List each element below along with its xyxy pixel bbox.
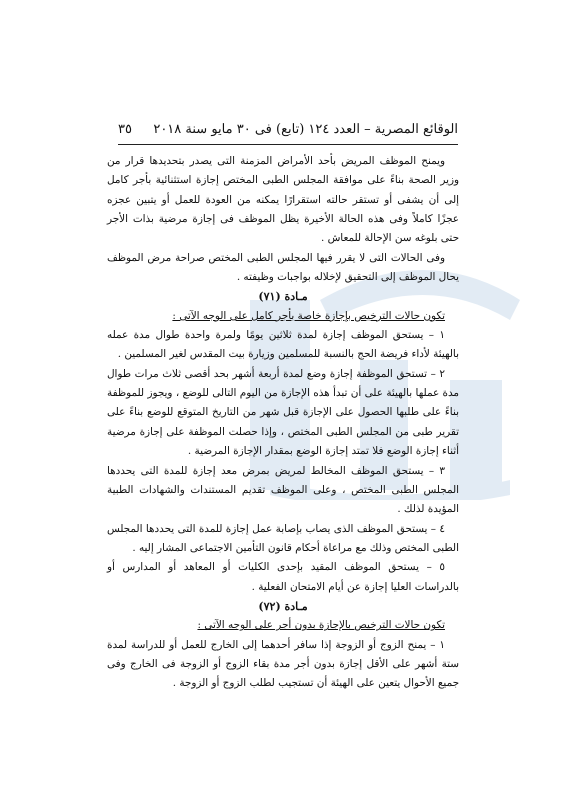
page-number: ٣٥ bbox=[118, 122, 132, 137]
paragraph: وفى الحالات التى لا يقرر فيها المجلس الطبى المختص صراحة مرض الموظف يحال الموظف إلى التحقيق لإخلاله بواجبات وظيفته . bbox=[107, 251, 459, 284]
article-71-item: ٤ – يستحق الموظف الذى يصاب بإصابة عمل إجازة للمدة التى يحددها المجلس الطبى المختص وذلك مع مراعاة أحكام قانون التأمين الاجتماعى المشار إليه . bbox=[107, 522, 459, 554]
article-71-item: ٥ – يستحق الموظف المقيد بإحدى الكليات أو المعاهد أو المدارس أو بالدراسات العليا إجازة عن أيام الامتحان الفعلية . bbox=[107, 561, 459, 593]
article-72-heading: مـادة (٧٢) bbox=[258, 599, 308, 613]
article-71-intro: تكون حالات الترخيص بإجازة خاصة بأجر كامل على الوجه الآتى : bbox=[172, 309, 445, 322]
article-71-item: ٣ – يستحق الموظف المخالط لمريض بمرض معد إجازة للمدة التى يحددها المجلس الطبى المختص ، وعلى الموظف تقديم المستندات والشهادات الطبية المؤيدة لذلك . bbox=[107, 464, 459, 516]
header-rule bbox=[118, 144, 458, 145]
page-header bbox=[118, 122, 458, 138]
article-72-intro: تكون حالات الترخيص بالإجازة بدون أجر على الوجه الآتى : bbox=[197, 619, 445, 632]
page-body bbox=[107, 152, 459, 694]
header-publication: الوقائع المصرية – العدد ١٢٤ (تابع) فى ٣٠ مايو سنة ٢٠١٨ bbox=[153, 122, 458, 137]
paragraph: ويمنح الموظف المريض بأحد الأمراض المزمنة التى يصدر بتحديدها قرار من وزير الصحة بناءً على موافقة المجلس الطبى المختص إجازة استثنائية بأجر كامل إلى أن يشفى أو تستقر حالته استقرارًا يمكنه من العودة للعمل أو يتبين عجزه عجزًا كاملاً وفى هذه الحالة الأخيرة يظل الموظف فى إجازة مرضية بذات الأجر حتى بلوغه سن الإحالة للمعاش . bbox=[107, 155, 459, 245]
article-71-item: ٢ – تستحق الموظفة إجازة وضع لمدة أربعة أشهر بحد أقصى ثلاث مرات طوال مدة عملها بالهيئة على أن تبدأ هذه الإجازة من اليوم التالى للوضع ، ويجوز للموظفة بناءً على طلبها الحصول على الإجازة قبل شهر من التاريخ المتوقع للوضع بناءً على تقرير طبى من المجلس الطبى المختص ، وإذا حصلت الموظفة على إجازة مرضية أثناء إجازة الوضع فلا تمتد إجازة الوضع بمقدار الإجازة المرضية . bbox=[107, 367, 459, 458]
article-72-item: ١ – يمنح الزوج أو الزوجة إذا سافر أحدهما إلى الخارج للعمل أو للدراسة لمدة ستة أشهر على الأقل إجازة بدون أجر مدة بقاء الزوج أو الزوجة فى الخارج وفى جميع الأحوال يتعين على الهيئة أن تستجيب لطلب الزوج أو الزوجة . bbox=[107, 638, 459, 690]
article-71-heading: مـادة (٧١) bbox=[258, 290, 308, 304]
article-71-item: ١ – يستحق الموظف إجازة لمدة ثلاثين يومًا ولمرة واحدة طوال مدة عمله بالهيئة لأداء فريضة الحج بالنسبة للمسلمين وزيارة بيت المقدس لغير المسلمين . bbox=[107, 329, 459, 361]
